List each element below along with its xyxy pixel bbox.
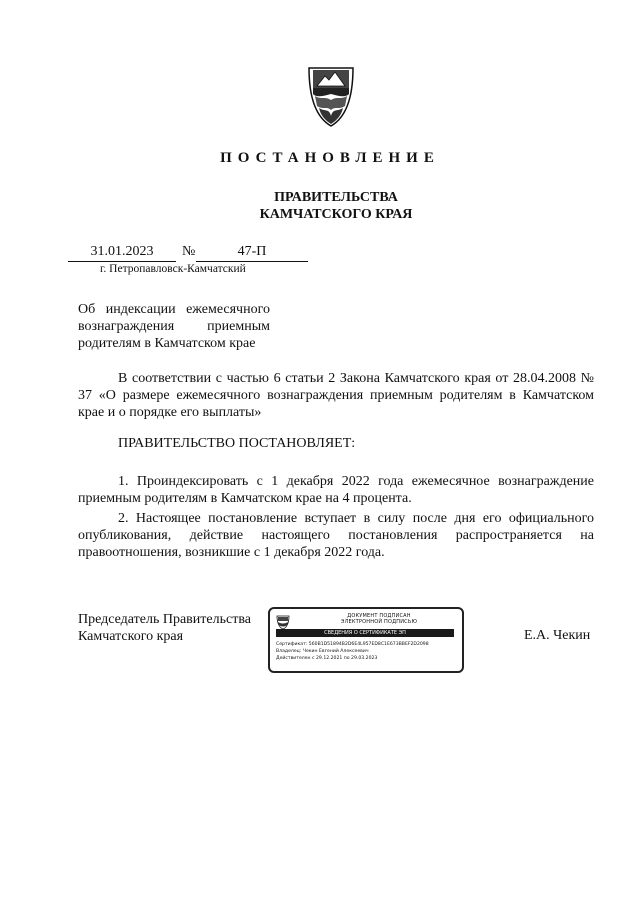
document-date: 31.01.2023: [90, 244, 154, 259]
stamp-header-line-2: ЭЛЕКТРОННОЙ ПОДПИСЬЮ: [340, 619, 418, 625]
stamp-header-line-1: ДОКУМЕНТ ПОДПИСАН: [347, 613, 411, 619]
date-underline: [68, 261, 176, 262]
preamble-paragraph: В соответствии с частью 6 статьи 2 Закона Камчатского края от 28.04.2008 № 37 «О размере ежемесячного вознаграждения приемным родителям в Камчатском крае и о порядке его выплаты»: [78, 371, 594, 420]
city-label: г. Петропавловск-Камчатский: [100, 263, 246, 275]
authority-line-2: КАМЧАТСКОГО КРАЯ: [259, 207, 413, 222]
decree-item-2: 2. Настоящее постановление вступает в силу после дня его официального опубликования, действие настоящего постановления распространяется на правоотношения, возникшие с 1 декабря 2022 года.: [78, 511, 594, 560]
stamp-certificate-bar: СВЕДЕНИЯ О СЕРТИФИКАТЕ ЭП: [276, 629, 454, 637]
stamp-owner: Владелец: Чекин Евгений Алексеевич: [276, 649, 369, 654]
document-number: 47-П: [237, 244, 267, 259]
decree-statement: ПРАВИТЕЛЬСТВО ПОСТАНОВЛЯЕТ:: [118, 436, 356, 451]
signatory-name: Е.А. Чекин: [524, 628, 591, 643]
number-underline: [196, 261, 308, 262]
coat-of-arms-icon: [299, 60, 363, 130]
signatory-title-line-1: Председатель Правительства: [78, 612, 251, 627]
electronic-signature-stamp: [268, 607, 464, 673]
document-type-title: ПОСТАНОВЛЕНИЕ: [220, 150, 440, 166]
signatory-title: [78, 611, 251, 645]
issuing-authority: [0, 189, 640, 223]
stamp-emblem-icon: [275, 614, 291, 630]
document-subject: Об индексации ежемесячного вознаграждения приемным родителям в Камчатском крае: [78, 302, 270, 351]
stamp-certificate: Сертификат: 560B1D51894B2D6E4L957ED8C1E673BBEF2D2098: [276, 642, 429, 647]
stamp-validity: Действителен с 29.12.2021 по 29.03.2023: [276, 656, 378, 661]
decree-item-1: 1. Проиндексировать с 1 декабря 2022 года ежемесячное вознаграждение приемным родителям в Камчатском крае на 4 процента.: [78, 474, 594, 506]
number-label: №: [182, 244, 196, 259]
authority-line-1: ПРАВИТЕЛЬСТВА: [274, 190, 398, 205]
signatory-title-line-2: Камчатского края: [78, 629, 184, 644]
stamp-header: [304, 613, 454, 625]
